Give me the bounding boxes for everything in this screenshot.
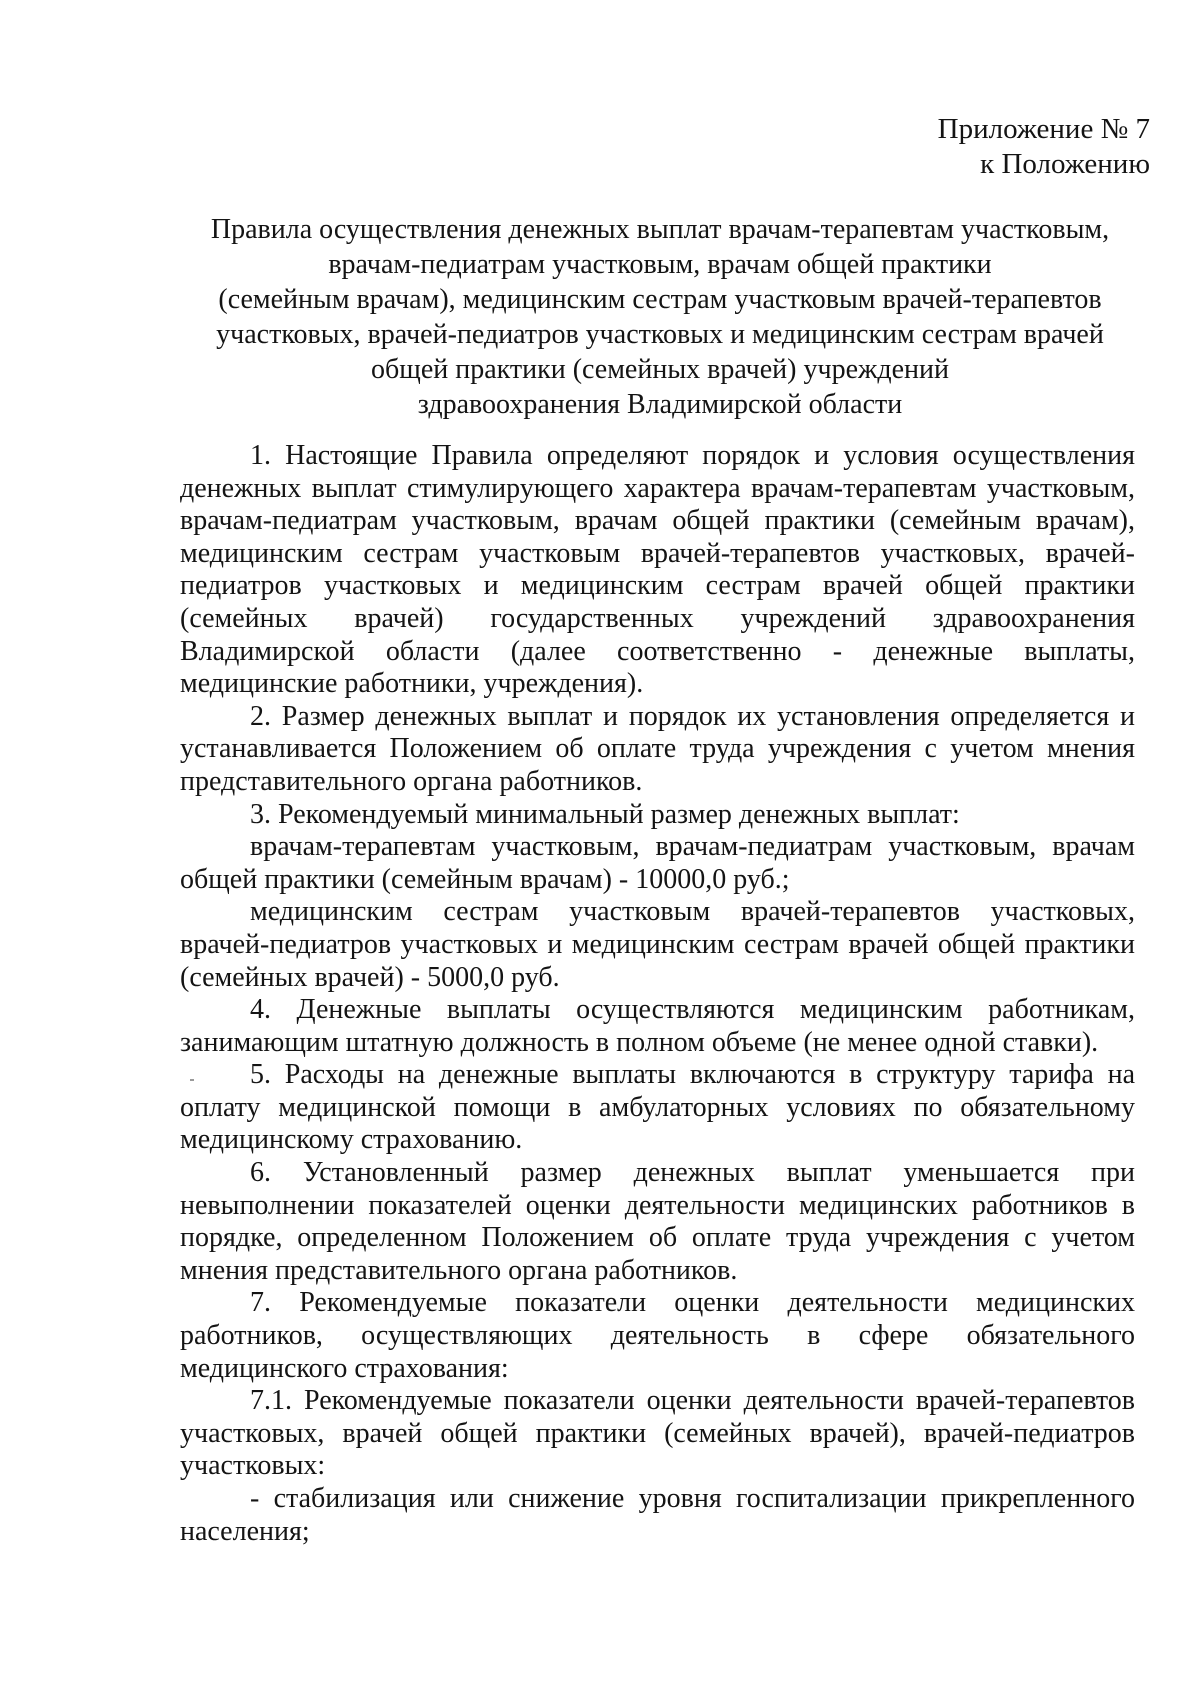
attachment-reference: к Положению [980,148,1150,180]
paragraph-7: 7. Рекомендуемые показатели оценки деятельности медицинских работников, осуществляющих деятельность в сфере обязательного медицинского страхования: [180,1287,1135,1384]
paragraph-5: 5. Расходы на денежные выплаты включаются в структуру тарифа на оплату медицинской помощи в амбулаторных условиях по обязательному медицинскому страхованию. [180,1059,1135,1156]
attachment-header [938,112,1150,182]
document-body [180,440,1135,1548]
paragraph-1: 1. Настоящие Правила определяют порядок и условия осуществления денежных выплат стимулирующего характера врачам-терапевтам участковым, врачам-педиатрам участковым, врачам общей практики (семейным врачам), медицинским сестрам участковым врачей-терапевтов участковых, врачей-педиатров участковых и медицинским сестрам врачей общей практики (семейных врачей) государственных учреждений здравоохранения Владимирской области (далее соответственно - денежные выплаты, медицинские работники, учреждения). [180,440,1135,700]
paragraph-2: 2. Размер денежных выплат и порядок их установления определяется и устанавливается Положением об оплате труда учреждения с учетом мнения представительного органа работников. [180,700,1135,797]
paragraph-3-item-doctors: врачам-терапевтам участковым, врачам-педиатрам участковым, врачам общей практики (семейным врачам) - 10000,0 руб.; [180,831,1135,895]
paragraph-7-1: 7.1. Рекомендуемые показатели оценки деятельности врачей-терапевтов участковых, врачей общей практики (семейных врачей), врачей-педиатров участковых: [180,1385,1135,1482]
title-line: врачам-педиатрам участковым, врачам общей практики [328,249,992,280]
paragraph-4: 4. Денежные выплаты осуществляются медицинским работникам, занимающим штатную должность в полном объеме (не менее одной ставки). [180,994,1135,1058]
title-line: общей практики (семейных врачей) учреждений [371,354,949,385]
paragraph-3-item-nurses: медицинским сестрам участковым врачей-терапевтов участковых, врачей-педиатров участковых и медицинским сестрам врачей общей практики (семейных врачей) - 5000,0 руб. [180,896,1135,993]
paragraph-3: 3. Рекомендуемый минимальный размер денежных выплат: [250,798,960,830]
paragraph-7-1-item-hospitalization: - стабилизация или снижение уровня госпитализации прикрепленного населения; [180,1483,1135,1547]
document-title [180,212,1140,422]
paragraph-6: 6. Установленный размер денежных выплат уменьшается при невыполнении показателей оценки деятельности медицинских работников в порядке, определенном Положением об оплате труда учреждения с учетом мнения представительного органа работников. [180,1157,1135,1286]
title-line: Правила осуществления денежных выплат врачам-терапевтам участковым, [210,214,1110,245]
title-line: здравоохранения Владимирской области [417,389,903,420]
title-line: (семейным врачам), медицинским сестрам участковым врачей-терапевтов [218,284,1102,315]
attachment-number: Приложение № 7 [937,113,1150,145]
title-line: участковых, врачей-педиатров участковых и медицинским сестрам врачей [216,319,1104,350]
scan-speck [190,1079,194,1081]
